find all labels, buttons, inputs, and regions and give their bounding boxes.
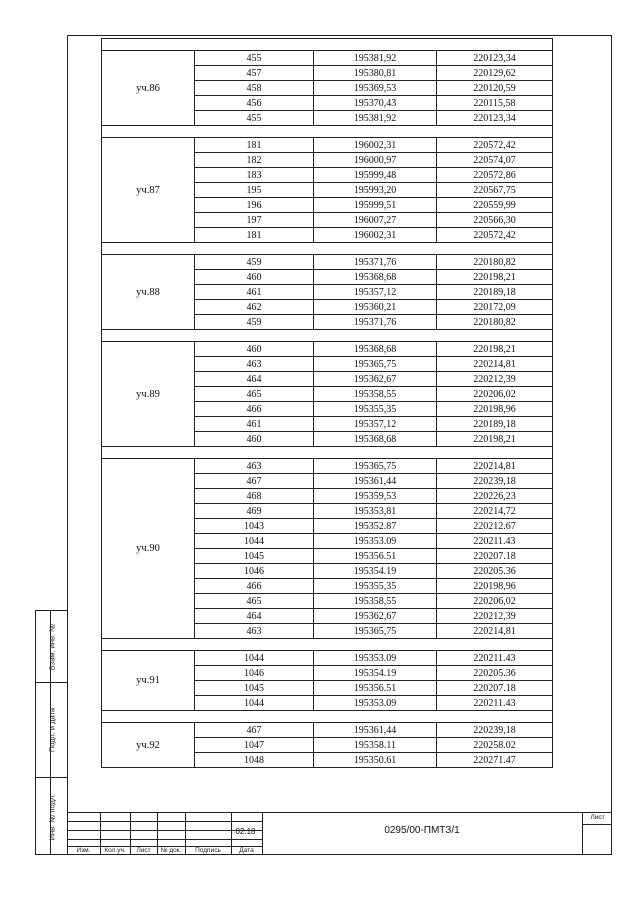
point-number-cell: 1043 <box>195 519 314 534</box>
coord-y-cell: 220567,75 <box>437 183 553 198</box>
coord-x-cell: 195381,92 <box>314 111 437 126</box>
point-number-cell: 1048 <box>195 753 314 768</box>
sheet-label: Лист <box>590 814 605 821</box>
point-number-cell: 459 <box>195 315 314 330</box>
point-number-cell: 458 <box>195 81 314 96</box>
point-number-cell: 1046 <box>195 564 314 579</box>
coord-x-cell: 196000,97 <box>314 153 437 168</box>
point-number-cell: 466 <box>195 579 314 594</box>
side-stamp-podp-label: Подп. и дата <box>47 707 56 753</box>
separator-row <box>102 447 553 459</box>
coord-x-cell: 195352.87 <box>314 519 437 534</box>
coord-x-cell: 195361,44 <box>314 723 437 738</box>
separator-cell <box>102 330 553 342</box>
coord-x-cell: 195357,12 <box>314 417 437 432</box>
coord-y-cell: 220212,39 <box>437 372 553 387</box>
coordinates-table <box>101 38 553 768</box>
table-row <box>102 723 553 738</box>
coord-y-cell: 220198,21 <box>437 432 553 447</box>
coord-y-cell: 220212,39 <box>437 609 553 624</box>
tb-header-kol: Кол.уч. <box>104 847 126 854</box>
coord-x-cell: 195365,75 <box>314 624 437 639</box>
coord-x-cell: 195357,12 <box>314 285 437 300</box>
coord-x-cell: 195365,75 <box>314 459 437 474</box>
coord-x-cell: 195368,68 <box>314 342 437 357</box>
point-number-cell: 1044 <box>195 696 314 711</box>
separator-row <box>102 330 553 342</box>
coord-x-cell: 195358,55 <box>314 387 437 402</box>
coord-x-cell: 196007,27 <box>314 213 437 228</box>
coord-y-cell: 220258.02 <box>437 738 553 753</box>
coord-y-cell: 220172,09 <box>437 300 553 315</box>
table-row <box>102 342 553 357</box>
table-row <box>102 255 553 270</box>
point-number-cell: 463 <box>195 624 314 639</box>
coord-y-cell: 220206,02 <box>437 387 553 402</box>
plot-label: уч.90 <box>102 459 195 639</box>
point-number-cell: 462 <box>195 300 314 315</box>
coord-y-cell: 220198,21 <box>437 270 553 285</box>
tb-header-izm: Изм. <box>76 847 91 854</box>
point-number-cell: 468 <box>195 489 314 504</box>
coord-x-cell: 195371,76 <box>314 315 437 330</box>
point-number-cell: 469 <box>195 504 314 519</box>
side-stamp-vzam-label: Взам. инв. № <box>47 623 56 670</box>
coord-x-cell: 195365,75 <box>314 357 437 372</box>
point-number-cell: 465 <box>195 387 314 402</box>
tb-header-date: Дата <box>239 847 254 854</box>
coord-y-cell: 220214,81 <box>437 357 553 372</box>
coord-x-cell: 195369,53 <box>314 81 437 96</box>
coord-x-cell: 195353.09 <box>314 651 437 666</box>
coord-y-cell: 220189,18 <box>437 417 553 432</box>
coord-y-cell: 220123,34 <box>437 111 553 126</box>
coord-y-cell: 220214,81 <box>437 624 553 639</box>
coord-y-cell: 220211.43 <box>437 534 553 549</box>
coord-x-cell: 195371,76 <box>314 255 437 270</box>
separator-cell <box>102 447 553 459</box>
separator-row <box>102 639 553 651</box>
coord-y-cell: 220206,02 <box>437 594 553 609</box>
point-number-cell: 181 <box>195 228 314 243</box>
point-number-cell: 1044 <box>195 651 314 666</box>
point-number-cell: 181 <box>195 138 314 153</box>
coord-y-cell: 220572,42 <box>437 228 553 243</box>
coord-y-cell: 220120,59 <box>437 81 553 96</box>
coord-y-cell: 220198,96 <box>437 579 553 594</box>
coord-y-cell: 220226,23 <box>437 489 553 504</box>
coord-y-cell: 220189,18 <box>437 285 553 300</box>
point-number-cell: 464 <box>195 609 314 624</box>
separator-row <box>102 126 553 138</box>
point-number-cell: 459 <box>195 255 314 270</box>
coord-y-cell: 220129,62 <box>437 66 553 81</box>
separator-row <box>102 711 553 723</box>
coord-y-cell: 220214,72 <box>437 504 553 519</box>
separator-cell <box>102 39 553 51</box>
coord-x-cell: 195362,67 <box>314 372 437 387</box>
plot-label: уч.87 <box>102 138 195 243</box>
coordinates-table-body <box>102 39 553 768</box>
separator-cell <box>102 126 553 138</box>
side-stamp-inv <box>36 778 67 856</box>
coord-x-cell: 195362,67 <box>314 609 437 624</box>
coord-y-cell: 220559,99 <box>437 198 553 213</box>
tb-header-sign: Подпись <box>195 847 221 854</box>
point-number-cell: 463 <box>195 357 314 372</box>
coord-x-cell: 195356.51 <box>314 681 437 696</box>
table-row <box>102 651 553 666</box>
coord-y-cell: 220180,82 <box>437 315 553 330</box>
point-number-cell: 455 <box>195 51 314 66</box>
tb-date-value: 02.18 <box>235 827 256 836</box>
point-number-cell: 464 <box>195 372 314 387</box>
coord-x-cell: 195993,20 <box>314 183 437 198</box>
separator-row <box>102 39 553 51</box>
tb-header-list: Лист <box>136 847 151 854</box>
plot-label: уч.89 <box>102 342 195 447</box>
coord-y-cell: 220566,30 <box>437 213 553 228</box>
tb-header-doc: № док. <box>160 847 182 854</box>
coord-y-cell: 220239,18 <box>437 723 553 738</box>
coord-x-cell: 195354.19 <box>314 666 437 681</box>
point-number-cell: 1044 <box>195 534 314 549</box>
coord-y-cell: 220207.18 <box>437 549 553 564</box>
coord-y-cell: 220214,81 <box>437 459 553 474</box>
coord-x-cell: 196002,31 <box>314 138 437 153</box>
point-number-cell: 457 <box>195 66 314 81</box>
point-number-cell: 1045 <box>195 549 314 564</box>
coord-x-cell: 195356.51 <box>314 549 437 564</box>
coord-y-cell: 220212.67 <box>437 519 553 534</box>
coord-y-cell: 220123,34 <box>437 51 553 66</box>
table-row <box>102 51 553 66</box>
point-number-cell: 455 <box>195 111 314 126</box>
title-block <box>67 812 612 855</box>
coord-x-cell: 195370,43 <box>314 96 437 111</box>
coord-y-cell: 220211.43 <box>437 696 553 711</box>
coord-x-cell: 195354.19 <box>314 564 437 579</box>
coord-x-cell: 195358,55 <box>314 594 437 609</box>
plot-label: уч.88 <box>102 255 195 330</box>
plot-label: уч.91 <box>102 651 195 711</box>
point-number-cell: 461 <box>195 285 314 300</box>
separator-cell <box>102 711 553 723</box>
point-number-cell: 196 <box>195 198 314 213</box>
coord-x-cell: 195358.11 <box>314 738 437 753</box>
plot-label: уч.86 <box>102 51 195 126</box>
coord-y-cell: 220205.36 <box>437 666 553 681</box>
separator-cell <box>102 639 553 651</box>
coord-x-cell: 195368,68 <box>314 270 437 285</box>
coord-x-cell: 196002,31 <box>314 228 437 243</box>
coord-x-cell: 195350.61 <box>314 753 437 768</box>
coord-y-cell: 220239,18 <box>437 474 553 489</box>
coord-x-cell: 195381,92 <box>314 51 437 66</box>
coord-y-cell: 220271.47 <box>437 753 553 768</box>
document-code: 0295/00-ПМТЗ/1 <box>384 825 460 836</box>
table-row <box>102 138 553 153</box>
side-stamp-inv-label: Инв. № подл. <box>47 793 56 841</box>
point-number-cell: 467 <box>195 723 314 738</box>
coord-x-cell: 195360,21 <box>314 300 437 315</box>
point-number-cell: 460 <box>195 342 314 357</box>
coord-x-cell: 195999,48 <box>314 168 437 183</box>
point-number-cell: 183 <box>195 168 314 183</box>
point-number-cell: 197 <box>195 213 314 228</box>
coord-x-cell: 195361,44 <box>314 474 437 489</box>
coord-y-cell: 220198,21 <box>437 342 553 357</box>
point-number-cell: 456 <box>195 96 314 111</box>
point-number-cell: 182 <box>195 153 314 168</box>
separator-row <box>102 243 553 255</box>
side-stamp-podp <box>36 683 67 778</box>
coord-x-cell: 195355,35 <box>314 402 437 417</box>
sheet-box <box>582 813 612 855</box>
coord-y-cell: 220572,86 <box>437 168 553 183</box>
side-stamp-vzam <box>36 611 67 683</box>
point-number-cell: 463 <box>195 459 314 474</box>
point-number-cell: 1047 <box>195 738 314 753</box>
plot-label: уч.92 <box>102 723 195 768</box>
coord-y-cell: 220572,42 <box>437 138 553 153</box>
coord-x-cell: 195353,81 <box>314 504 437 519</box>
coord-x-cell: 195353.09 <box>314 534 437 549</box>
point-number-cell: 467 <box>195 474 314 489</box>
table-row <box>102 459 553 474</box>
point-number-cell: 460 <box>195 270 314 285</box>
point-number-cell: 460 <box>195 432 314 447</box>
coord-x-cell: 195999,51 <box>314 198 437 213</box>
point-number-cell: 465 <box>195 594 314 609</box>
coord-y-cell: 220180,82 <box>437 255 553 270</box>
coord-y-cell: 220574,07 <box>437 153 553 168</box>
point-number-cell: 1046 <box>195 666 314 681</box>
coord-x-cell: 195353.09 <box>314 696 437 711</box>
point-number-cell: 195 <box>195 183 314 198</box>
side-stamp-divider <box>50 611 51 854</box>
separator-cell <box>102 243 553 255</box>
point-number-cell: 1045 <box>195 681 314 696</box>
coord-y-cell: 220211.43 <box>437 651 553 666</box>
coord-y-cell: 220198,96 <box>437 402 553 417</box>
point-number-cell: 466 <box>195 402 314 417</box>
side-stamp <box>35 610 67 855</box>
coord-x-cell: 195355,35 <box>314 579 437 594</box>
coord-y-cell: 220115,58 <box>437 96 553 111</box>
coord-y-cell: 220205.36 <box>437 564 553 579</box>
coord-y-cell: 220207.18 <box>437 681 553 696</box>
coord-x-cell: 195380,81 <box>314 66 437 81</box>
coord-x-cell: 195368,68 <box>314 432 437 447</box>
point-number-cell: 461 <box>195 417 314 432</box>
coord-x-cell: 195359,53 <box>314 489 437 504</box>
